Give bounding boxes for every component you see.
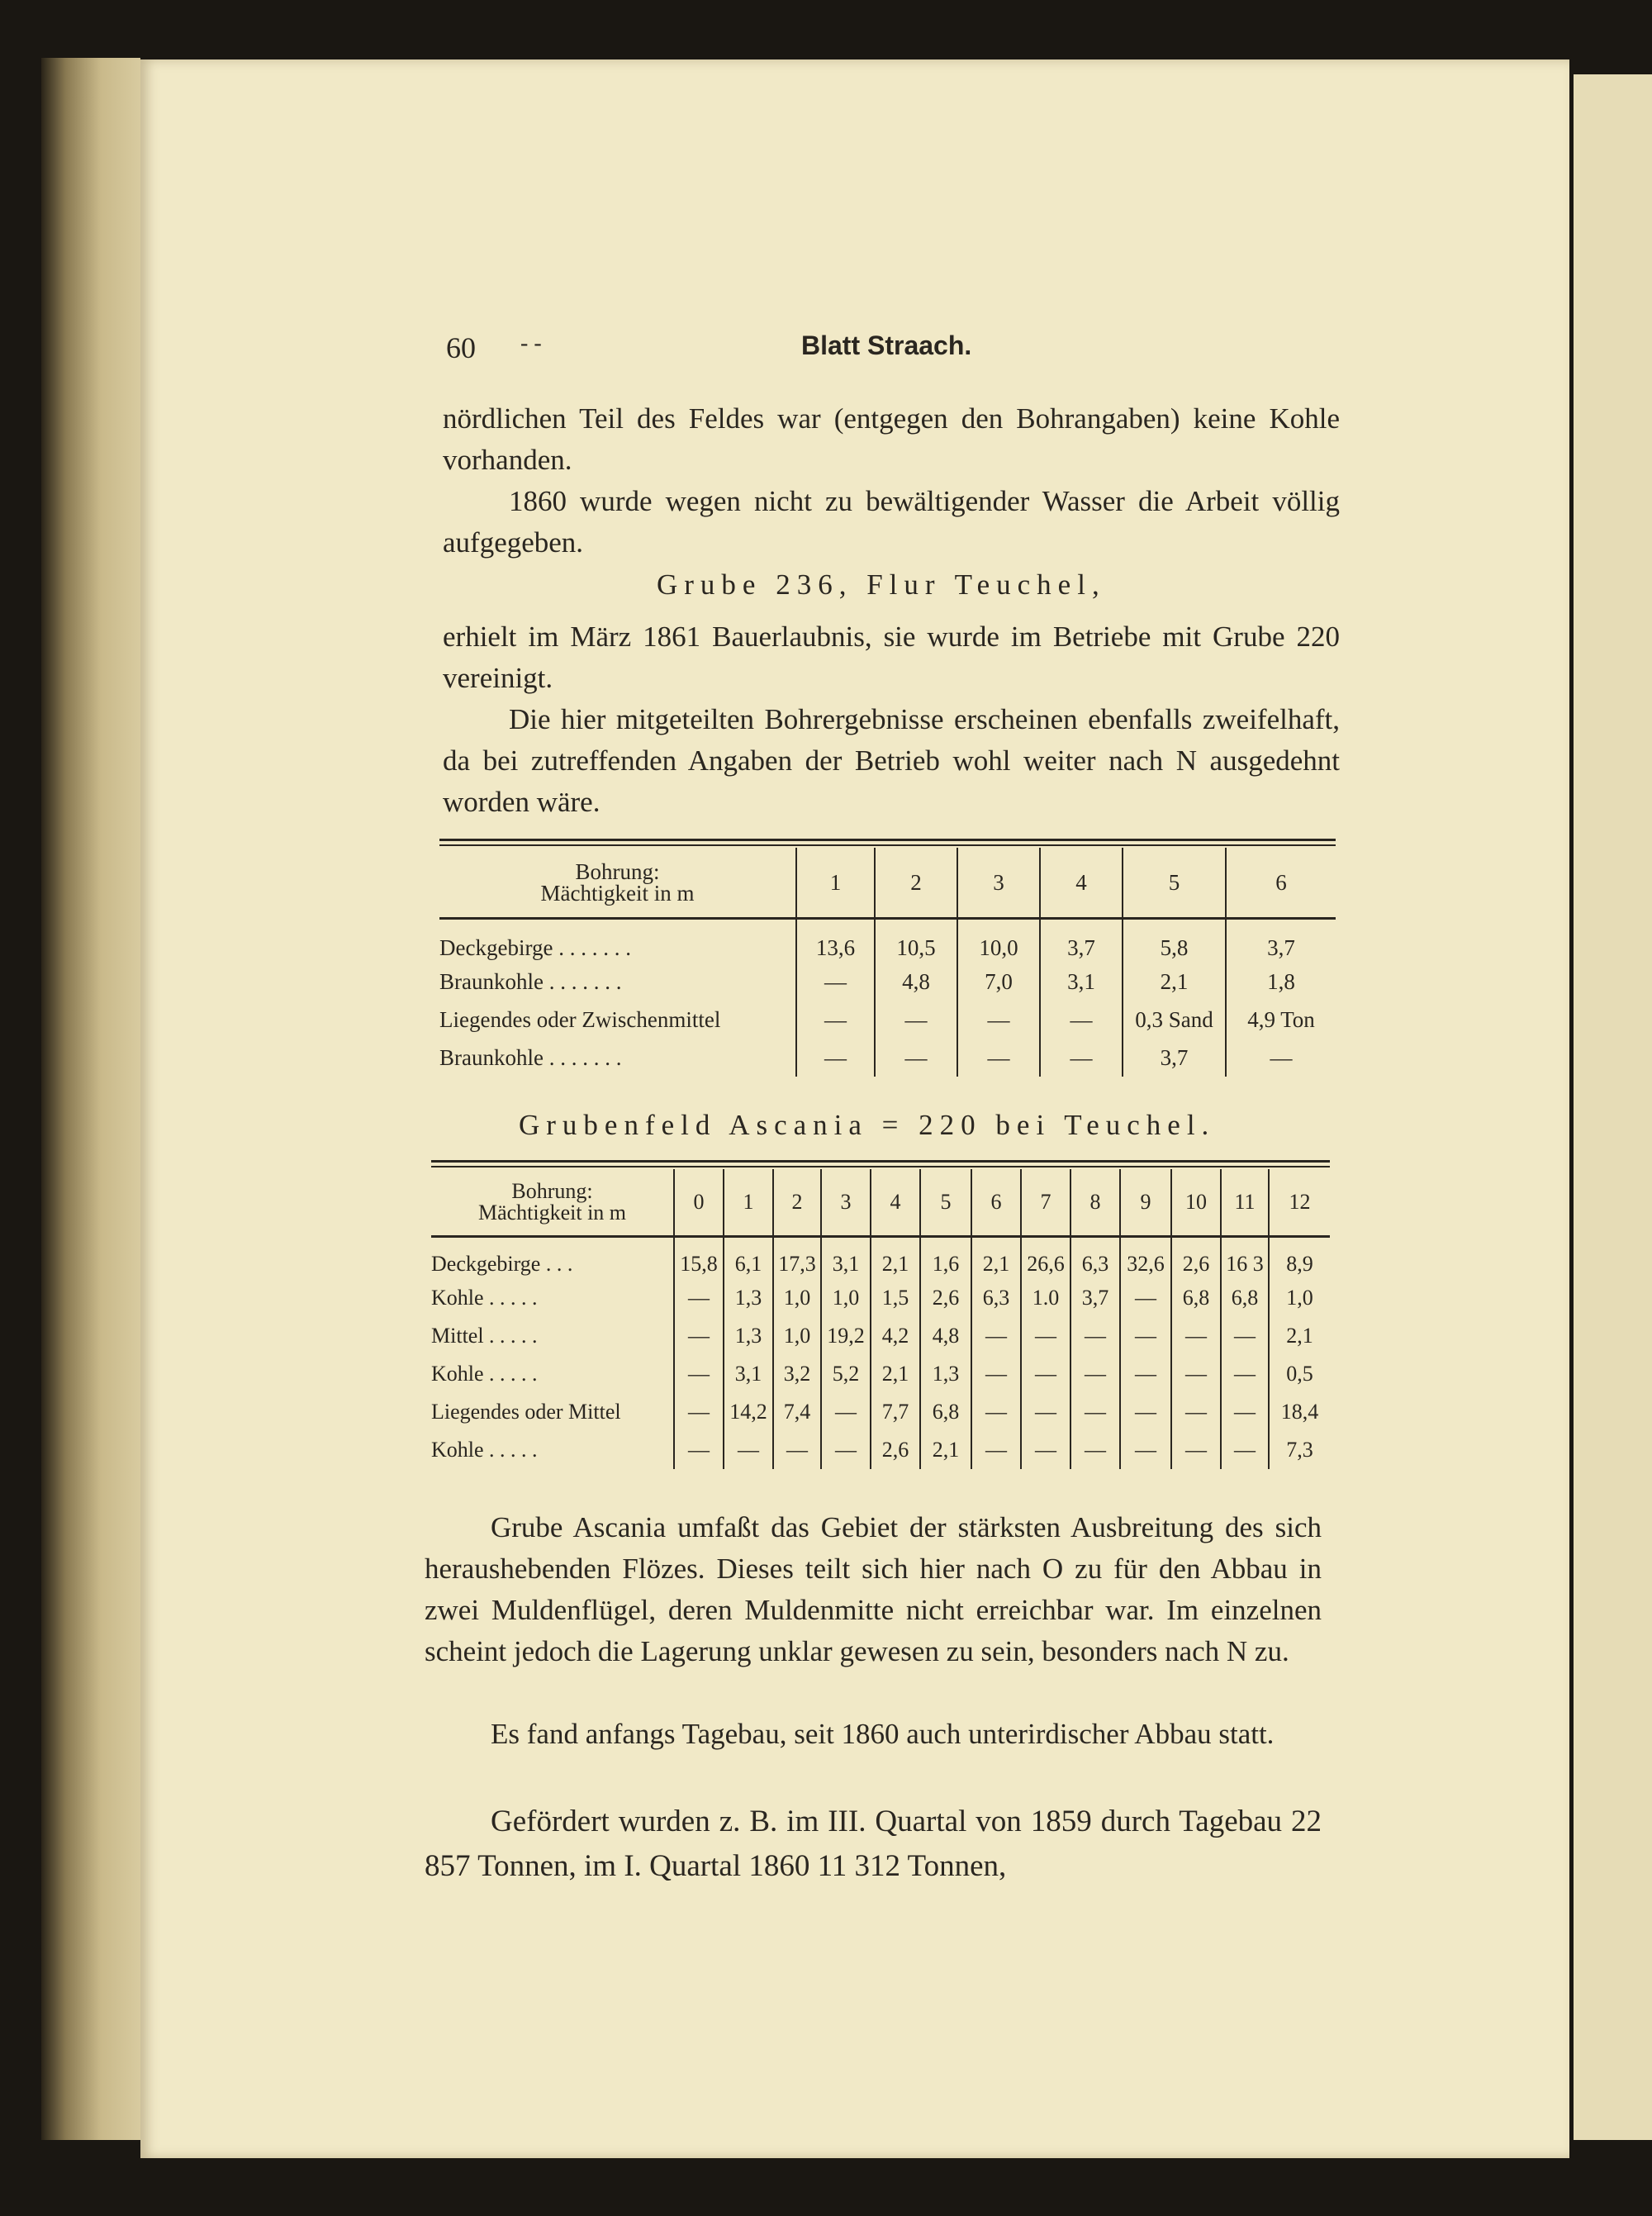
table2-col-header: 12 bbox=[1269, 1169, 1330, 1237]
table1-top-rule-2 bbox=[439, 844, 1336, 846]
table1-stub-header bbox=[439, 848, 796, 919]
table2-cell: 16 3 bbox=[1221, 1237, 1269, 1280]
table2-cell: 2,1 bbox=[920, 1431, 971, 1469]
table2-cell: 6,8 bbox=[920, 1393, 971, 1431]
table2-cell: 4,2 bbox=[871, 1317, 920, 1355]
table2-cell: — bbox=[1120, 1393, 1171, 1431]
table2-cell: — bbox=[674, 1317, 724, 1355]
table2-cell: — bbox=[1171, 1431, 1221, 1469]
table2-cell: — bbox=[1070, 1355, 1120, 1393]
table2-cell: 3,1 bbox=[724, 1355, 773, 1393]
table1-cell: 0,3 Sand bbox=[1123, 1001, 1226, 1039]
table2-stub-header bbox=[431, 1169, 674, 1237]
table2-cell: — bbox=[1221, 1431, 1269, 1469]
table2-col-header: 5 bbox=[920, 1169, 971, 1237]
table2-cell: — bbox=[1021, 1431, 1070, 1469]
table2-cell: 2,1 bbox=[971, 1237, 1021, 1280]
table1-col-header: 6 bbox=[1226, 848, 1336, 919]
table1-cell: — bbox=[1040, 1039, 1123, 1077]
table1-cell: 7,0 bbox=[957, 963, 1040, 1001]
table2-col-header: 9 bbox=[1120, 1169, 1171, 1237]
table2-col-header: 2 bbox=[773, 1169, 821, 1237]
table2-cell: — bbox=[821, 1393, 871, 1431]
table2-cell: 3,1 bbox=[821, 1237, 871, 1280]
table2-cell: — bbox=[971, 1431, 1021, 1469]
table2-row-label: Kohle . . . . . bbox=[431, 1286, 538, 1310]
table2-cell: 1,3 bbox=[724, 1317, 773, 1355]
table1-cell: 4,9 Ton bbox=[1226, 1001, 1336, 1039]
table2-cell: 6,3 bbox=[971, 1279, 1021, 1317]
running-header bbox=[446, 330, 1338, 364]
table2-cell: 5,2 bbox=[821, 1355, 871, 1393]
table-row bbox=[431, 1317, 1330, 1355]
table1-cell: 5,8 bbox=[1123, 919, 1226, 963]
facing-page-edge bbox=[1574, 74, 1652, 2140]
table2-cell: 0,5 bbox=[1269, 1355, 1330, 1393]
table2-cell: — bbox=[1120, 1355, 1171, 1393]
table2-cell: 1,0 bbox=[773, 1317, 821, 1355]
table2-cell: 6,8 bbox=[1171, 1279, 1221, 1317]
table2-cell: 17,3 bbox=[773, 1237, 821, 1280]
table1-cell: 3,1 bbox=[1040, 963, 1123, 1001]
table1-cell: 3,7 bbox=[1040, 919, 1123, 963]
table1-cell: — bbox=[796, 1001, 875, 1039]
table2-cell: — bbox=[1171, 1317, 1221, 1355]
table-row bbox=[431, 1393, 1330, 1431]
heading-grubenfeld-ascania: Grubenfeld Ascania = 220 bei Teuchel. bbox=[519, 1109, 1216, 1141]
table1-cell: 1,8 bbox=[1226, 963, 1336, 1001]
table2-cell: — bbox=[1021, 1393, 1070, 1431]
table2-cell: 3,2 bbox=[773, 1355, 821, 1393]
table2-cell: — bbox=[821, 1431, 871, 1469]
table1-col-header: 4 bbox=[1040, 848, 1123, 919]
table-bohrungen-ascania bbox=[431, 1169, 1330, 1469]
table2-cell: — bbox=[1171, 1393, 1221, 1431]
table2-cell: 7,4 bbox=[773, 1393, 821, 1431]
heading-grube-236: Grube 236, Flur Teuchel, bbox=[657, 568, 1106, 601]
paragraph-1: nördlichen Teil des Feldes war (entgegen den Bohrangaben) keine Kohle vorhanden. bbox=[443, 402, 1340, 476]
table1-top-rule bbox=[439, 839, 1336, 841]
table2-col-header: 4 bbox=[871, 1169, 920, 1237]
table2-cell: 1,0 bbox=[773, 1279, 821, 1317]
table2-cell: 2,6 bbox=[1171, 1237, 1221, 1280]
paragraph-5: Grube Ascania umfaßt das Gebiet der stärksten Ausbreitung des sich heraushebenden Flözes. Dieses teilt sich hier nach O zu für den Abbau in zwei Muldenflügel, deren Muldenmitte nicht erreichbar war. Im einzelnen scheint jedoch die Lagerung unklar gewesen zu sein, besonders nach N zu. bbox=[425, 1511, 1322, 1667]
table1-cell: — bbox=[957, 1039, 1040, 1077]
table2-cell: — bbox=[1021, 1355, 1070, 1393]
table2-col-header: 0 bbox=[674, 1169, 724, 1237]
table2-cell: — bbox=[1070, 1317, 1120, 1355]
page-number: 60 bbox=[446, 331, 476, 364]
table2-cell: 14,2 bbox=[724, 1393, 773, 1431]
table2-top-rule bbox=[431, 1160, 1330, 1163]
table1-col-header: 1 bbox=[796, 848, 875, 919]
table1-cell: 10,0 bbox=[957, 919, 1040, 963]
table-row bbox=[439, 1039, 1336, 1077]
table2-cell: 2,6 bbox=[920, 1279, 971, 1317]
table2-col-header: 3 bbox=[821, 1169, 871, 1237]
table2-cell: 18,4 bbox=[1269, 1393, 1330, 1431]
table2-cell: 7,7 bbox=[871, 1393, 920, 1431]
table2-cell: — bbox=[971, 1393, 1021, 1431]
table2-cell: 8,9 bbox=[1269, 1237, 1330, 1280]
table-row bbox=[431, 1431, 1330, 1469]
table2-cell: 1,3 bbox=[920, 1355, 971, 1393]
table2-top-rule-2 bbox=[431, 1166, 1330, 1167]
table-bohrungen-236 bbox=[439, 848, 1336, 1077]
table2-cell: 4,8 bbox=[920, 1317, 971, 1355]
table2-cell: 1,0 bbox=[821, 1279, 871, 1317]
book-spine bbox=[41, 58, 140, 2140]
page-header-title: Blatt Straach. bbox=[801, 330, 972, 360]
table1-cell: — bbox=[1226, 1039, 1336, 1077]
table1-cell: 3,7 bbox=[1226, 919, 1336, 963]
table2-cell: 19,2 bbox=[821, 1317, 871, 1355]
table2-col-header: 7 bbox=[1021, 1169, 1070, 1237]
table2-cell: 15,8 bbox=[674, 1237, 724, 1280]
table2-col-header: 11 bbox=[1221, 1169, 1269, 1237]
table-row bbox=[431, 1355, 1330, 1393]
table2-cell: 2,1 bbox=[871, 1237, 920, 1280]
table1-row-label: Braunkohle . . . . . . . bbox=[439, 1044, 622, 1070]
table2-cell: 6,3 bbox=[1070, 1237, 1120, 1280]
table2-cell: — bbox=[674, 1431, 724, 1469]
table2-cell: 2,6 bbox=[871, 1431, 920, 1469]
table2-cell: 7,3 bbox=[1269, 1431, 1330, 1469]
table2-col-header: 8 bbox=[1070, 1169, 1120, 1237]
table2-cell: 3,7 bbox=[1070, 1279, 1120, 1317]
table2-cell: — bbox=[1120, 1279, 1171, 1317]
table2-col-header: 6 bbox=[971, 1169, 1021, 1237]
table2-col-header: 1 bbox=[724, 1169, 773, 1237]
table1-row-label: Braunkohle . . . . . . . bbox=[439, 968, 622, 994]
table1-cell: 4,8 bbox=[875, 963, 957, 1001]
table2-row-label: Liegendes oder Mittel bbox=[431, 1400, 621, 1424]
table2-cell: — bbox=[1221, 1393, 1269, 1431]
table1-cell: — bbox=[796, 963, 875, 1001]
table1-col-header: 3 bbox=[957, 848, 1040, 919]
paragraph-7: Gefördert wurden z. B. im III. Quartal von 1859 durch Tagebau 22 857 Tonnen, im I. Quartal 1860 11 312 Tonnen, bbox=[425, 1805, 1322, 1883]
table2-cell: — bbox=[1070, 1393, 1120, 1431]
table2-stub-header-line2: Mächtigkeit in m bbox=[477, 1201, 627, 1225]
table2-cell: 6,8 bbox=[1221, 1279, 1269, 1317]
paragraph-2: 1860 wurde wegen nicht zu bewältigender Wasser die Arbeit völlig aufgegeben. bbox=[443, 485, 1340, 559]
table2-cell: 6,1 bbox=[724, 1237, 773, 1280]
table2-cell: — bbox=[1221, 1317, 1269, 1355]
table1-cell: 2,1 bbox=[1123, 963, 1226, 1001]
table2-cell: — bbox=[1120, 1431, 1171, 1469]
table2-stub-header-line1: Bohrung: bbox=[511, 1179, 593, 1203]
table-row bbox=[439, 1001, 1336, 1039]
table1-cell: — bbox=[796, 1039, 875, 1077]
table2-cell: — bbox=[1070, 1431, 1120, 1469]
header-dash: - - bbox=[520, 330, 542, 356]
table1-cell: 3,7 bbox=[1123, 1039, 1226, 1077]
table1-cell: — bbox=[875, 1001, 957, 1039]
table2-row-label: Mittel . . . . . bbox=[431, 1324, 538, 1348]
table2-cell: 1,3 bbox=[724, 1279, 773, 1317]
table2-cell: 1,0 bbox=[1269, 1279, 1330, 1317]
table2-cell: 1,6 bbox=[920, 1237, 971, 1280]
table1-row-label: Deckgebirge . . . . . . . bbox=[439, 934, 631, 960]
table1-row-label: Liegendes oder Zwischenmittel bbox=[439, 1006, 721, 1032]
table2-cell: — bbox=[674, 1279, 724, 1317]
table1-cell: — bbox=[1040, 1001, 1123, 1039]
table1-stub-header-line2: Mächtigkeit in m bbox=[540, 881, 695, 906]
table-row bbox=[439, 963, 1336, 1001]
table2-cell: — bbox=[971, 1355, 1021, 1393]
table2-row-label: Kohle . . . . . bbox=[431, 1438, 538, 1462]
paragraph-4: Die hier mitgeteilten Bohrergebnisse erscheinen ebenfalls zweifelhaft, da bei zutreffenden Angaben der Betrieb wohl weiter nach N ausgedehnt worden wäre. bbox=[443, 703, 1340, 818]
table2-cell: — bbox=[1171, 1355, 1221, 1393]
table-row bbox=[431, 1279, 1330, 1317]
table2-cell: — bbox=[1021, 1317, 1070, 1355]
table-row bbox=[439, 919, 1336, 963]
paragraph-3: erhielt im März 1861 Bauerlaubnis, sie wurde im Betriebe mit Grube 220 vereinigt. bbox=[443, 621, 1340, 694]
table2-row-label: Kohle . . . . . bbox=[431, 1362, 538, 1386]
table2-col-header: 10 bbox=[1171, 1169, 1221, 1237]
table1-col-header: 5 bbox=[1123, 848, 1226, 919]
table1-stub-header-line1: Bohrung: bbox=[575, 859, 660, 884]
table-row bbox=[431, 1237, 1330, 1280]
table2-cell: — bbox=[773, 1431, 821, 1469]
paragraph-6: Es fand anfangs Tagebau, seit 1860 auch unterirdischer Abbau statt. bbox=[491, 1718, 1275, 1750]
table2-cell: — bbox=[724, 1431, 773, 1469]
table2-cell: 26,6 bbox=[1021, 1237, 1070, 1280]
table2-cell: — bbox=[1120, 1317, 1171, 1355]
table2-cell: — bbox=[1221, 1355, 1269, 1393]
table2-cell: 32,6 bbox=[1120, 1237, 1171, 1280]
table2-cell: — bbox=[674, 1393, 724, 1431]
table2-cell: 2,1 bbox=[871, 1355, 920, 1393]
table2-cell: 1.0 bbox=[1021, 1279, 1070, 1317]
table2-cell: 2,1 bbox=[1269, 1317, 1330, 1355]
table1-cell: — bbox=[957, 1001, 1040, 1039]
table1-cell: — bbox=[875, 1039, 957, 1077]
table2-cell: — bbox=[674, 1355, 724, 1393]
table1-cell: 10,5 bbox=[875, 919, 957, 963]
table1-col-header: 2 bbox=[875, 848, 957, 919]
table2-row-label: Deckgebirge . . . bbox=[431, 1252, 573, 1276]
table1-cell: 13,6 bbox=[796, 919, 875, 963]
table2-cell: 1,5 bbox=[871, 1279, 920, 1317]
table2-cell: — bbox=[971, 1317, 1021, 1355]
